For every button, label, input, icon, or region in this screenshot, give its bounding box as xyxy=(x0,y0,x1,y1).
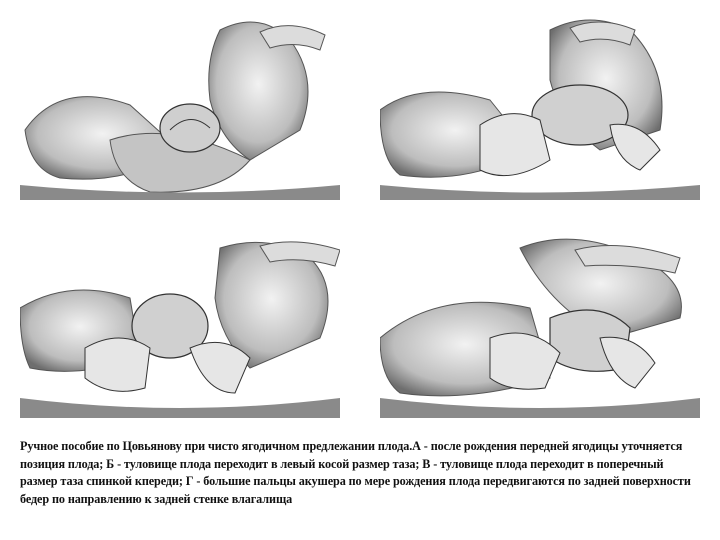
illustration-b-drawing xyxy=(380,10,700,200)
illustration-a-drawing xyxy=(20,10,340,200)
illustration-c xyxy=(20,228,340,418)
illustration-d xyxy=(380,228,700,418)
illustration-a xyxy=(20,10,340,200)
figure-caption: Ручное пособие по Цовьянову при чисто ягодичном предлежании плода.А - после рождения передней ягодицы уточняется позиция плода; Б - туловище плода переходит в левый косой размер таза; В - туловище плода переходит в поперечный размер таза спинкой кпереди; Г - большие пальцы акушера по мере рождения плода передвигаются по задней поверхности бедер по направлению к задней стенке влагалища xyxy=(20,439,691,506)
illustration-b xyxy=(380,10,700,200)
illustration-d-drawing xyxy=(380,228,700,418)
illustration-c-drawing xyxy=(20,228,340,418)
